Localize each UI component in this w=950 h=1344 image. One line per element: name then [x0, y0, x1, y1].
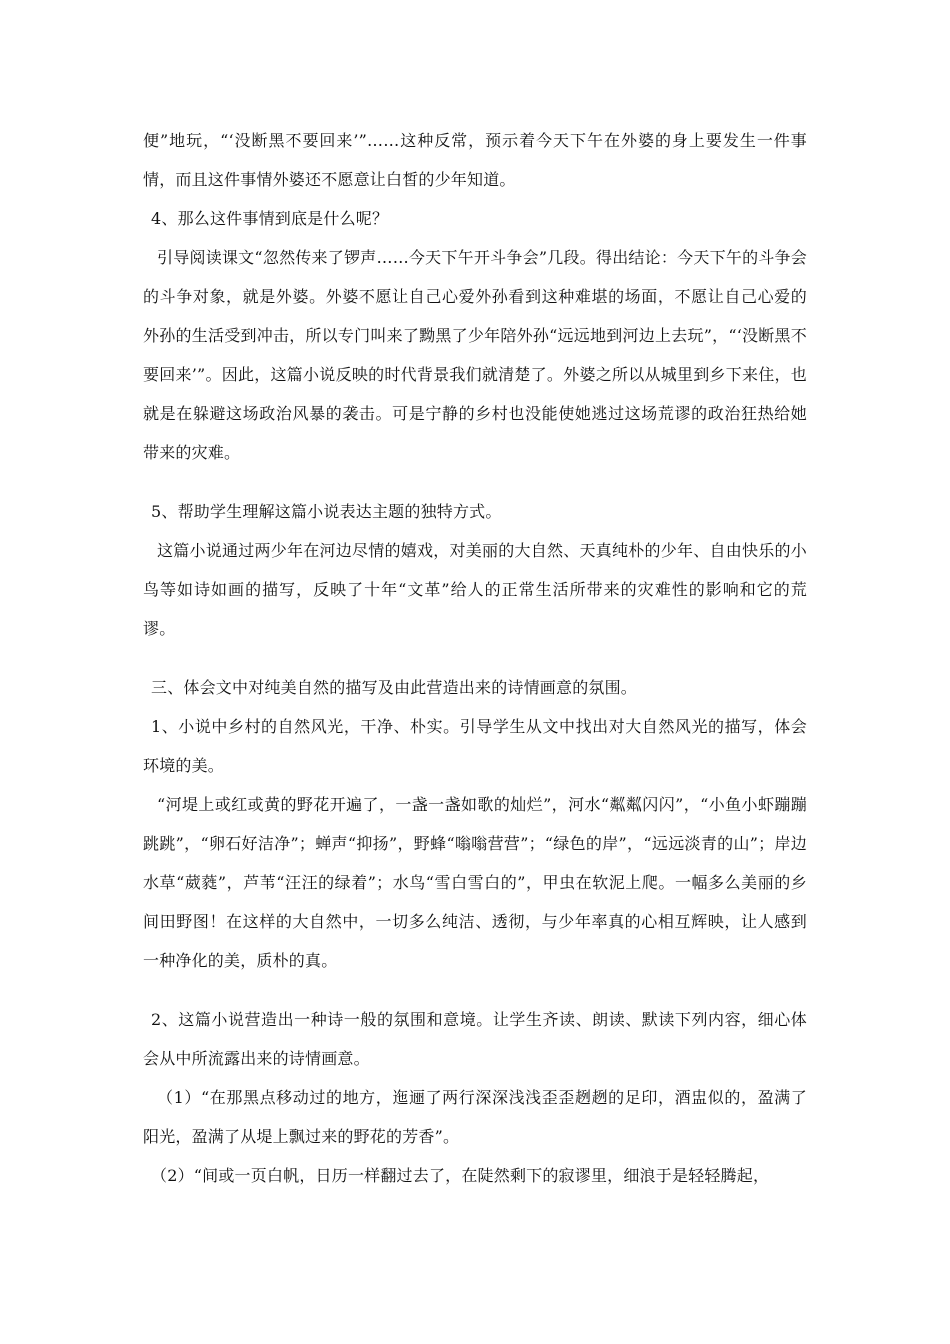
paragraph-gap	[143, 980, 807, 1000]
paragraph-point-4: 4、那么这件事情到底是什么呢？	[151, 209, 389, 228]
paragraph-theme-explanation: 这篇小说通过两少年在河边尽情的嬉戏，对美丽的大自然、天真纯朴的少年、自由快乐的小鸟等如诗如画的描写，反映了十年“文革”给人的正常生活所带来的灾难性的影响和它的荒谬。	[143, 541, 807, 638]
paragraph-point-1: 1、小说中乡村的自然风光，干净、朴实。引导学生从文中找出对大自然风光的描写，体会环境的美。	[143, 717, 807, 775]
paragraph-gap	[143, 648, 807, 668]
paragraph-quote-1: （1）“在那黑点移动过的地方，迤逦了两行深深浅浅歪歪趔趔的足印，酒盅似的，盈满了阳光，盈满了从堤上飘过来的野花的芳香”。	[143, 1088, 807, 1146]
paragraph-guided-reading: 引导阅读课文“忽然传来了锣声……今天下午开斗争会”几段。得出结论：今天下午的斗争会的斗争对象，就是外婆。外婆不愿让自己心爱外孙看到这种难堪的场面，不愿让自己心爱的外孙的生活受到冲击，所以专门叫来了黝黑了少年陪外孙“远远地到河边上去玩”，“‘没断黑不要回来’”。因此，这篇小说反映的时代背景我们就清楚了。外婆之所以从城里到乡下来住，也就是在躲避这场政治风暴的袭击。可是宁静的乡村也没能使她逃过这场荒谬的政治狂热给她带来的灾难。	[143, 248, 807, 462]
section-heading-3: 三、体会文中对纯美自然的描写及由此营造出来的诗情画意的氛围。	[151, 678, 638, 697]
document-body	[143, 121, 807, 1195]
paragraph-nature-quotes: “河堤上或红或黄的野花开遍了，一盏一盏如歌的灿烂”，河水“粼粼闪闪”，“小鱼小虾蹦蹦跳跳”，“卵石好洁净”；蝉声“抑扬”，野蜂“嗡嗡营营”；“绿色的岸”，“远远淡青的山”；岸边水草“葳蕤”，芦苇“汪汪的绿着”；水鸟“雪白雪白的”，甲虫在软泥上爬。一幅多么美丽的乡间田野图！在这样的大自然中，一切多么纯洁、透彻，与少年率真的心相互辉映，让人感到一种净化的美，质朴的真。	[143, 795, 807, 970]
paragraph-gap	[143, 472, 807, 492]
paragraph-point-2: 2、这篇小说营造出一种诗一般的氛围和意境。让学生齐读、朗读、默读下列内容，细心体会从中所流露出来的诗情画意。	[143, 1010, 807, 1068]
paragraph-continuation: 便”地玩，“‘没断黑不要回来’”……这种反常，预示着今天下午在外婆的身上要发生一件事情，而且这件事情外婆还不愿意让白皙的少年知道。	[143, 131, 807, 189]
paragraph-point-5: 5、帮助学生理解这篇小说表达主题的独特方式。	[151, 502, 502, 521]
paragraph-quote-2: （2）“间或一页白帆，日历一样翻过去了，在陡然剩下的寂谬里，细浪于是轻轻腾起，	[151, 1166, 770, 1185]
